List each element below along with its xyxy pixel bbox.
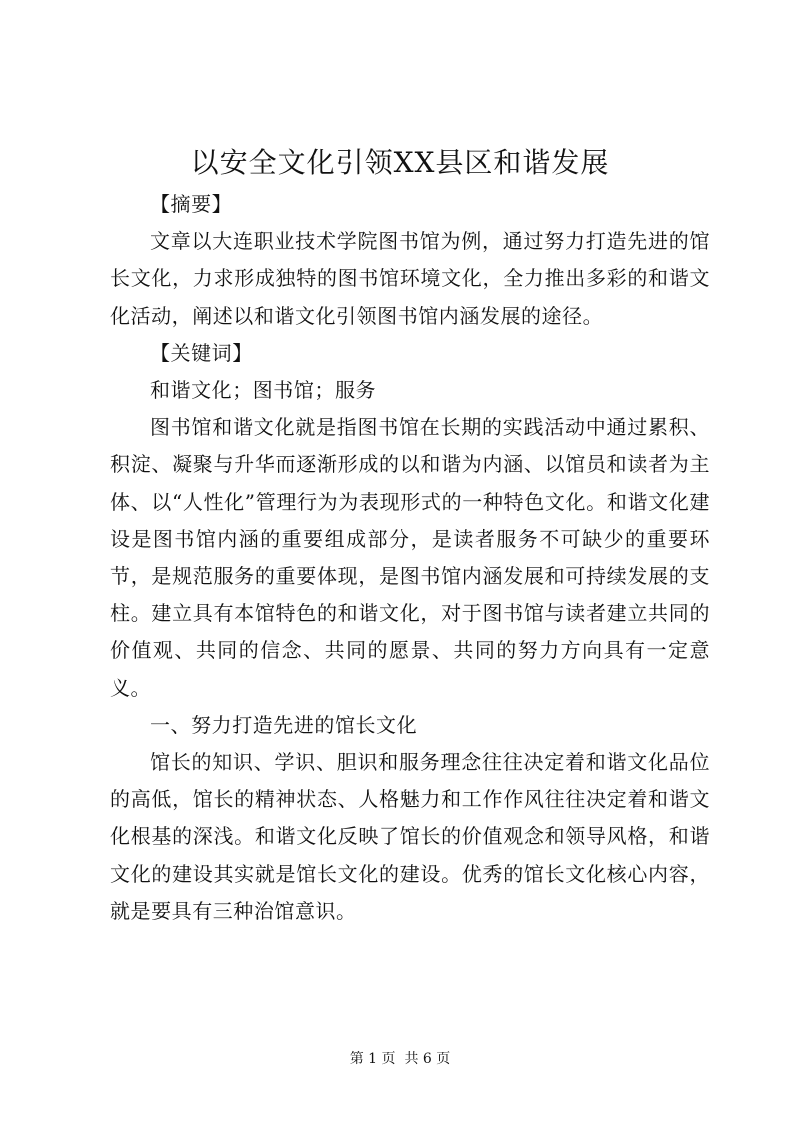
document-body [110, 186, 710, 930]
body-paragraph: 图书馆和谐文化就是指图书馆在长期的实践活动中通过累积、积淀、凝聚与升华而逐渐形成的以和谐为内涵、以馆员和读者为主体、以“人性化”管理行为为表现形式的一种特色文化。和谐文化建设是图书馆内涵的重要组成部分，是读者服务不可缺少的重要环节，是规范服务的重要体现，是图书馆内涵发展和可持续发展的支柱。建立具有本馆特色的和谐文化，对于图书馆与读者建立共同的价值观、共同的信念、共同的愿景、共同的努力方向具有一定意义。 [110, 415, 710, 700]
page-footer [0, 1049, 800, 1069]
section-heading: 一、努力打造先进的馆长文化 [150, 712, 418, 737]
abstract-heading: 【摘要】 [150, 192, 233, 216]
body-paragraph: 馆长的知识、学识、胆识和服务理念往往决定着和谐文化品位的高低，馆长的精神状态、人格魅力和工作作风往往决定着和谐文化根基的深浅。和谐文化反映了馆长的价值观念和领导风格，和谐文化的建设其实就是馆长文化的建设。优秀的馆长文化核心内容，就是要具有三种治馆意识。 [110, 750, 710, 923]
keywords-heading: 【关键词】 [150, 340, 253, 365]
keywords-text: 和谐文化；图书馆；服务 [150, 378, 377, 403]
document-title: 以安全文化引领XX县区和谐发展 [190, 146, 610, 179]
abstract-text: 文章以大连职业技术学院图书馆为例，通过努力打造先进的馆长文化，力求形成独特的图书馆环境文化，全力推出多彩的和谐文化活动，阐述以和谐文化引领图书馆内涵发展的途径。 [110, 229, 710, 328]
page-number: 第 1 页 共 6 页 [349, 1051, 451, 1067]
